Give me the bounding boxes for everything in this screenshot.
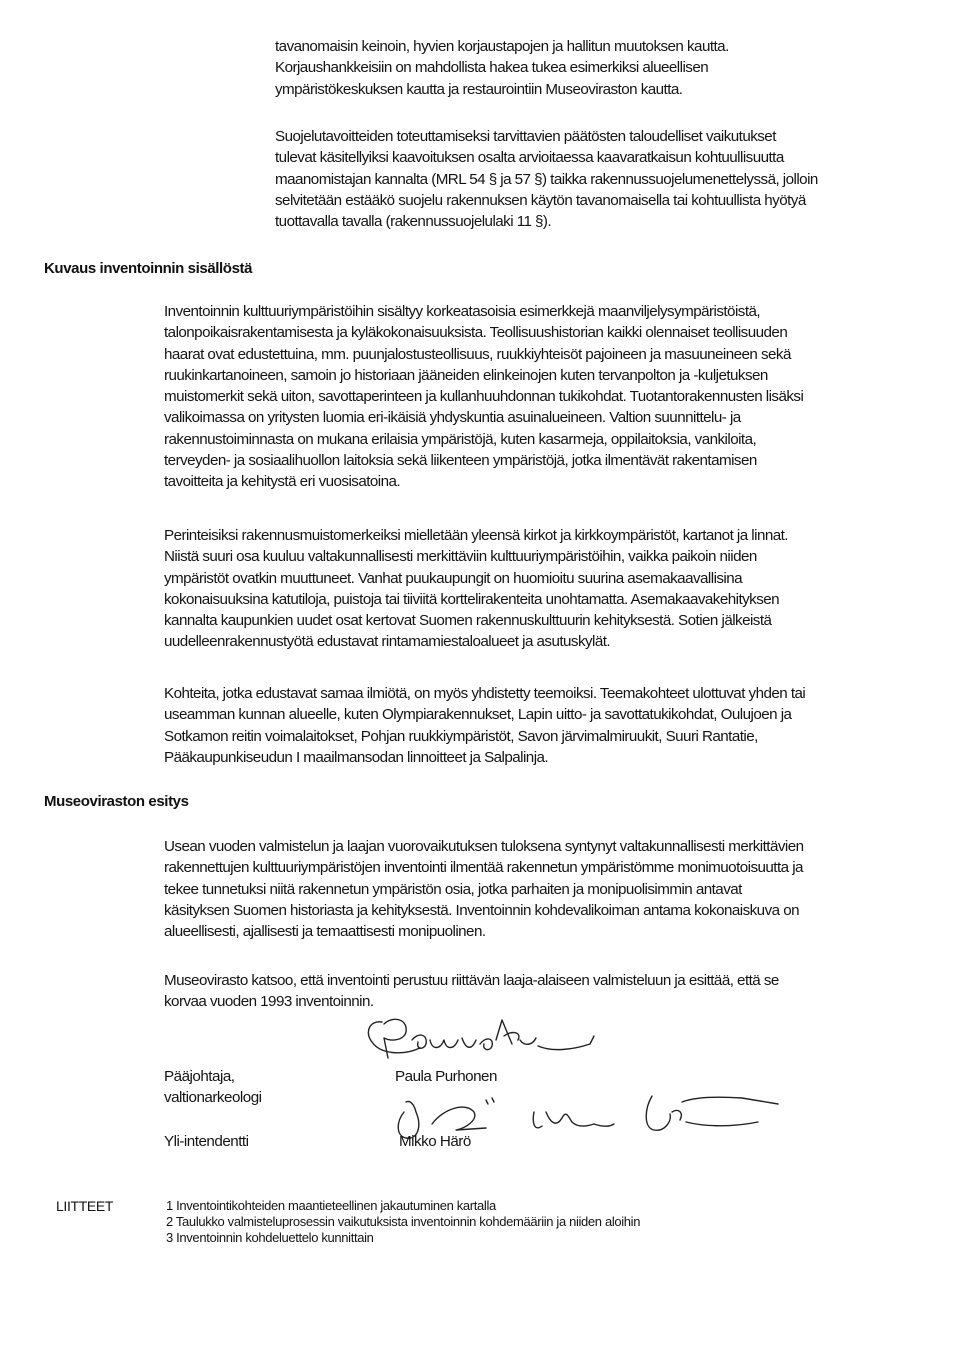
text-line: rakennettujen kulttuuriympäristöjen inventointi ilmentää rakennetun ympäristömme monimuotoisuutta ja [164,859,803,877]
section-heading-proposal: Museoviraston esitys [44,793,189,810]
text-line: haarat ovat edustettuina, mm. puunjalostusteollisuus, ruukkiyhteisöt pajoineen ja masuuneineen sekä [164,345,791,363]
text-line: korvaa vuoden 1993 inventoinnin. [164,993,374,1011]
text-line: valtionarkeologi [164,1089,262,1106]
paragraph-inventory-content [164,301,803,493]
text-line: useamman kunnan alueelle, kuten Olympiarakennukset, Lapin uitto- ja savottatukikohdat, Oulujoen ja [164,706,792,724]
attachment-item: 3 Inventoinnin kohdeluettelo kunnittain [166,1230,374,1245]
text-line: Pääkaupunkiseudun I maailmansodan linnoitteet ja Salpalinja. [164,748,549,766]
signer-title-senior-curator: Yli-intendentti [164,1133,249,1150]
attachment-item: 2 Taulukko valmisteluprosessin vaikutuksista inventoinnin kohdemääriin ja niiden aloihin [166,1214,641,1229]
text-line: muistomerkit sekä uiton, savottaperinteen ja kullanhuuhdonnan tukikohdat. Tuotantorakennusten lisäksi [164,388,804,406]
paragraph-traditional-monuments [164,525,788,653]
text-line: ruukinkartanoineen, samoin jo historiaan jääneiden elinkeinojen kuten tervanpolton ja -kuljetuksen [164,366,768,384]
paragraph-repair-support [275,36,729,100]
text-line: tavoitteita ja kehitystä eri vuosisatoina. [164,473,401,491]
text-line: Usean vuoden valmistelun ja laajan vuorovaikutuksen tuloksena syntynyt valtakunnallisesti merkittävien [164,838,804,855]
attachments-list [166,1198,640,1246]
text-line: käsityksen Suomen historiasta ja kehityksestä. Inventoinnin kohdevalikoiman antama kokonaiskuva on [164,901,799,919]
text-line: Perinteisiksi rakennusmuistomerkeiksi mielletään yleensä kirkot ja kirkkoympäristöt, kartanot ja linnat. [164,527,788,544]
paragraph-themes [164,683,805,768]
text-line: rakennustoiminnasta on mukana erilaisia ympäristöjä, kuten kasarmeja, oppilaitoksia, vankiloita, [164,430,757,448]
text-line: Niistä suuri osa kuuluu valtakunnallisesti merkittäviin kulttuuriympäristöihin, vaikka paikoin niiden [164,548,757,566]
signer-name-haro: Mikko Härö [399,1133,471,1150]
text-line: talonpoikaisrakentamisesta ja kyläkokonaisuuksista. Teollisuushistorian kaikki olennaiset teollisuuden [164,324,788,342]
text-line: kokonaisuuksina katutiloja, puistoja tai tiiviitä korttelirakenteita unohtamatta. Asemakaavakehityksen [164,590,780,608]
signature-purhonen [362,1010,622,1070]
text-line: tulevat käsitellyiksi kaavoituksen osalta arvioitaessa kaavaratkaisun kohtuullisuutta [275,149,784,167]
attachment-item: 1 Inventointikohteiden maantieteellinen jakautuminen kartalla [166,1198,496,1213]
text-line: terveyden- ja sosiaalihuollon laitoksia sekä liikenteen ympäristöjä, jotka ilmentävät rakentamisen [164,452,757,470]
text-line: Pääjohtaja, [164,1068,235,1085]
text-line: kannalta kaupunkien uudet osat kertovat Suomen rakennuskulttuurin kehityksestä. Sotien jälkeistä [164,612,772,630]
text-line: tavanomaisin keinoin, hyvien korjaustapojen ja hallitun muutoksen kautta. [275,38,729,55]
text-line: tekee tunnetuksi niitä rakennetun ympäristön osia, jotka parhaiten ja monipuolisimmin antavat [164,880,742,898]
text-line: Korjaushankkeisiin on mahdollista hakea tukea esimerkiksi alueellisen [275,59,709,77]
text-line: Suojelutavoitteiden toteuttamiseksi tarvittavien päätösten taloudelliset vaikutukset [275,128,776,145]
text-line: maanomistajan kannalta (MRL 54 § ja 57 §) taikka rakennussuojelumenettelyssä, jolloin [275,170,818,188]
text-line: Sotkamon reitin voimalaitokset, Pohjan ruukkiympäristöt, Savon järvimalmiruukit, Suuri Rantatie, [164,727,758,745]
text-line: ympäristökeskuksen kautta ja restaurointiin Museoviraston kautta. [275,80,683,98]
text-line: alueellisesti, ajallisesti ja temaattisesti monipuolinen. [164,923,486,941]
text-line: ympäristöt ovatkin muuttuneet. Vanhat puukaupungit on huomioitu suurina asemakaavallisina [164,569,743,587]
paragraph-economic-effects [275,126,818,232]
text-line: selvitetään estääkö suojelu rakennuksen käytön tavanomaisella tai kohtuullista hyötyä [275,191,806,209]
text-line: Kohteita, jotka edustavat samaa ilmiötä, on myös yhdistetty teemoiksi. Teemakohteet ulottuvat yhden tai [164,685,806,702]
text-line: valikoimassa on yritysten luomia eri-ikäisiä yhdyskuntia asuinalueineen. Valtion suunnittelu- ja [164,409,741,427]
paragraph-conclusion [164,970,779,1013]
section-heading-content-description: Kuvaus inventoinnin sisällöstä [44,260,253,277]
text-line: Museovirasto katsoo, että inventointi perustuu riittävän laaja-alaiseen valmisteluun ja esittää, että se [164,972,779,989]
signer-title-director-general [164,1066,262,1108]
text-line: tuottavalla tavalla (rakennussuojelulaki 11 §). [275,213,552,231]
signer-name-purhonen: Paula Purhonen [395,1068,497,1085]
attachments-label: LIITTEET [56,1198,114,1214]
paragraph-preparation [164,836,804,942]
text-line: uudelleenrakennustyötä edustavat rintamamiestaloalueet ja asutuskylät. [164,633,611,651]
text-line: Inventoinnin kulttuuriympäristöihin sisältyy korkeatasoisia esimerkkejä maanviljelysympäristöistä, [164,303,761,320]
